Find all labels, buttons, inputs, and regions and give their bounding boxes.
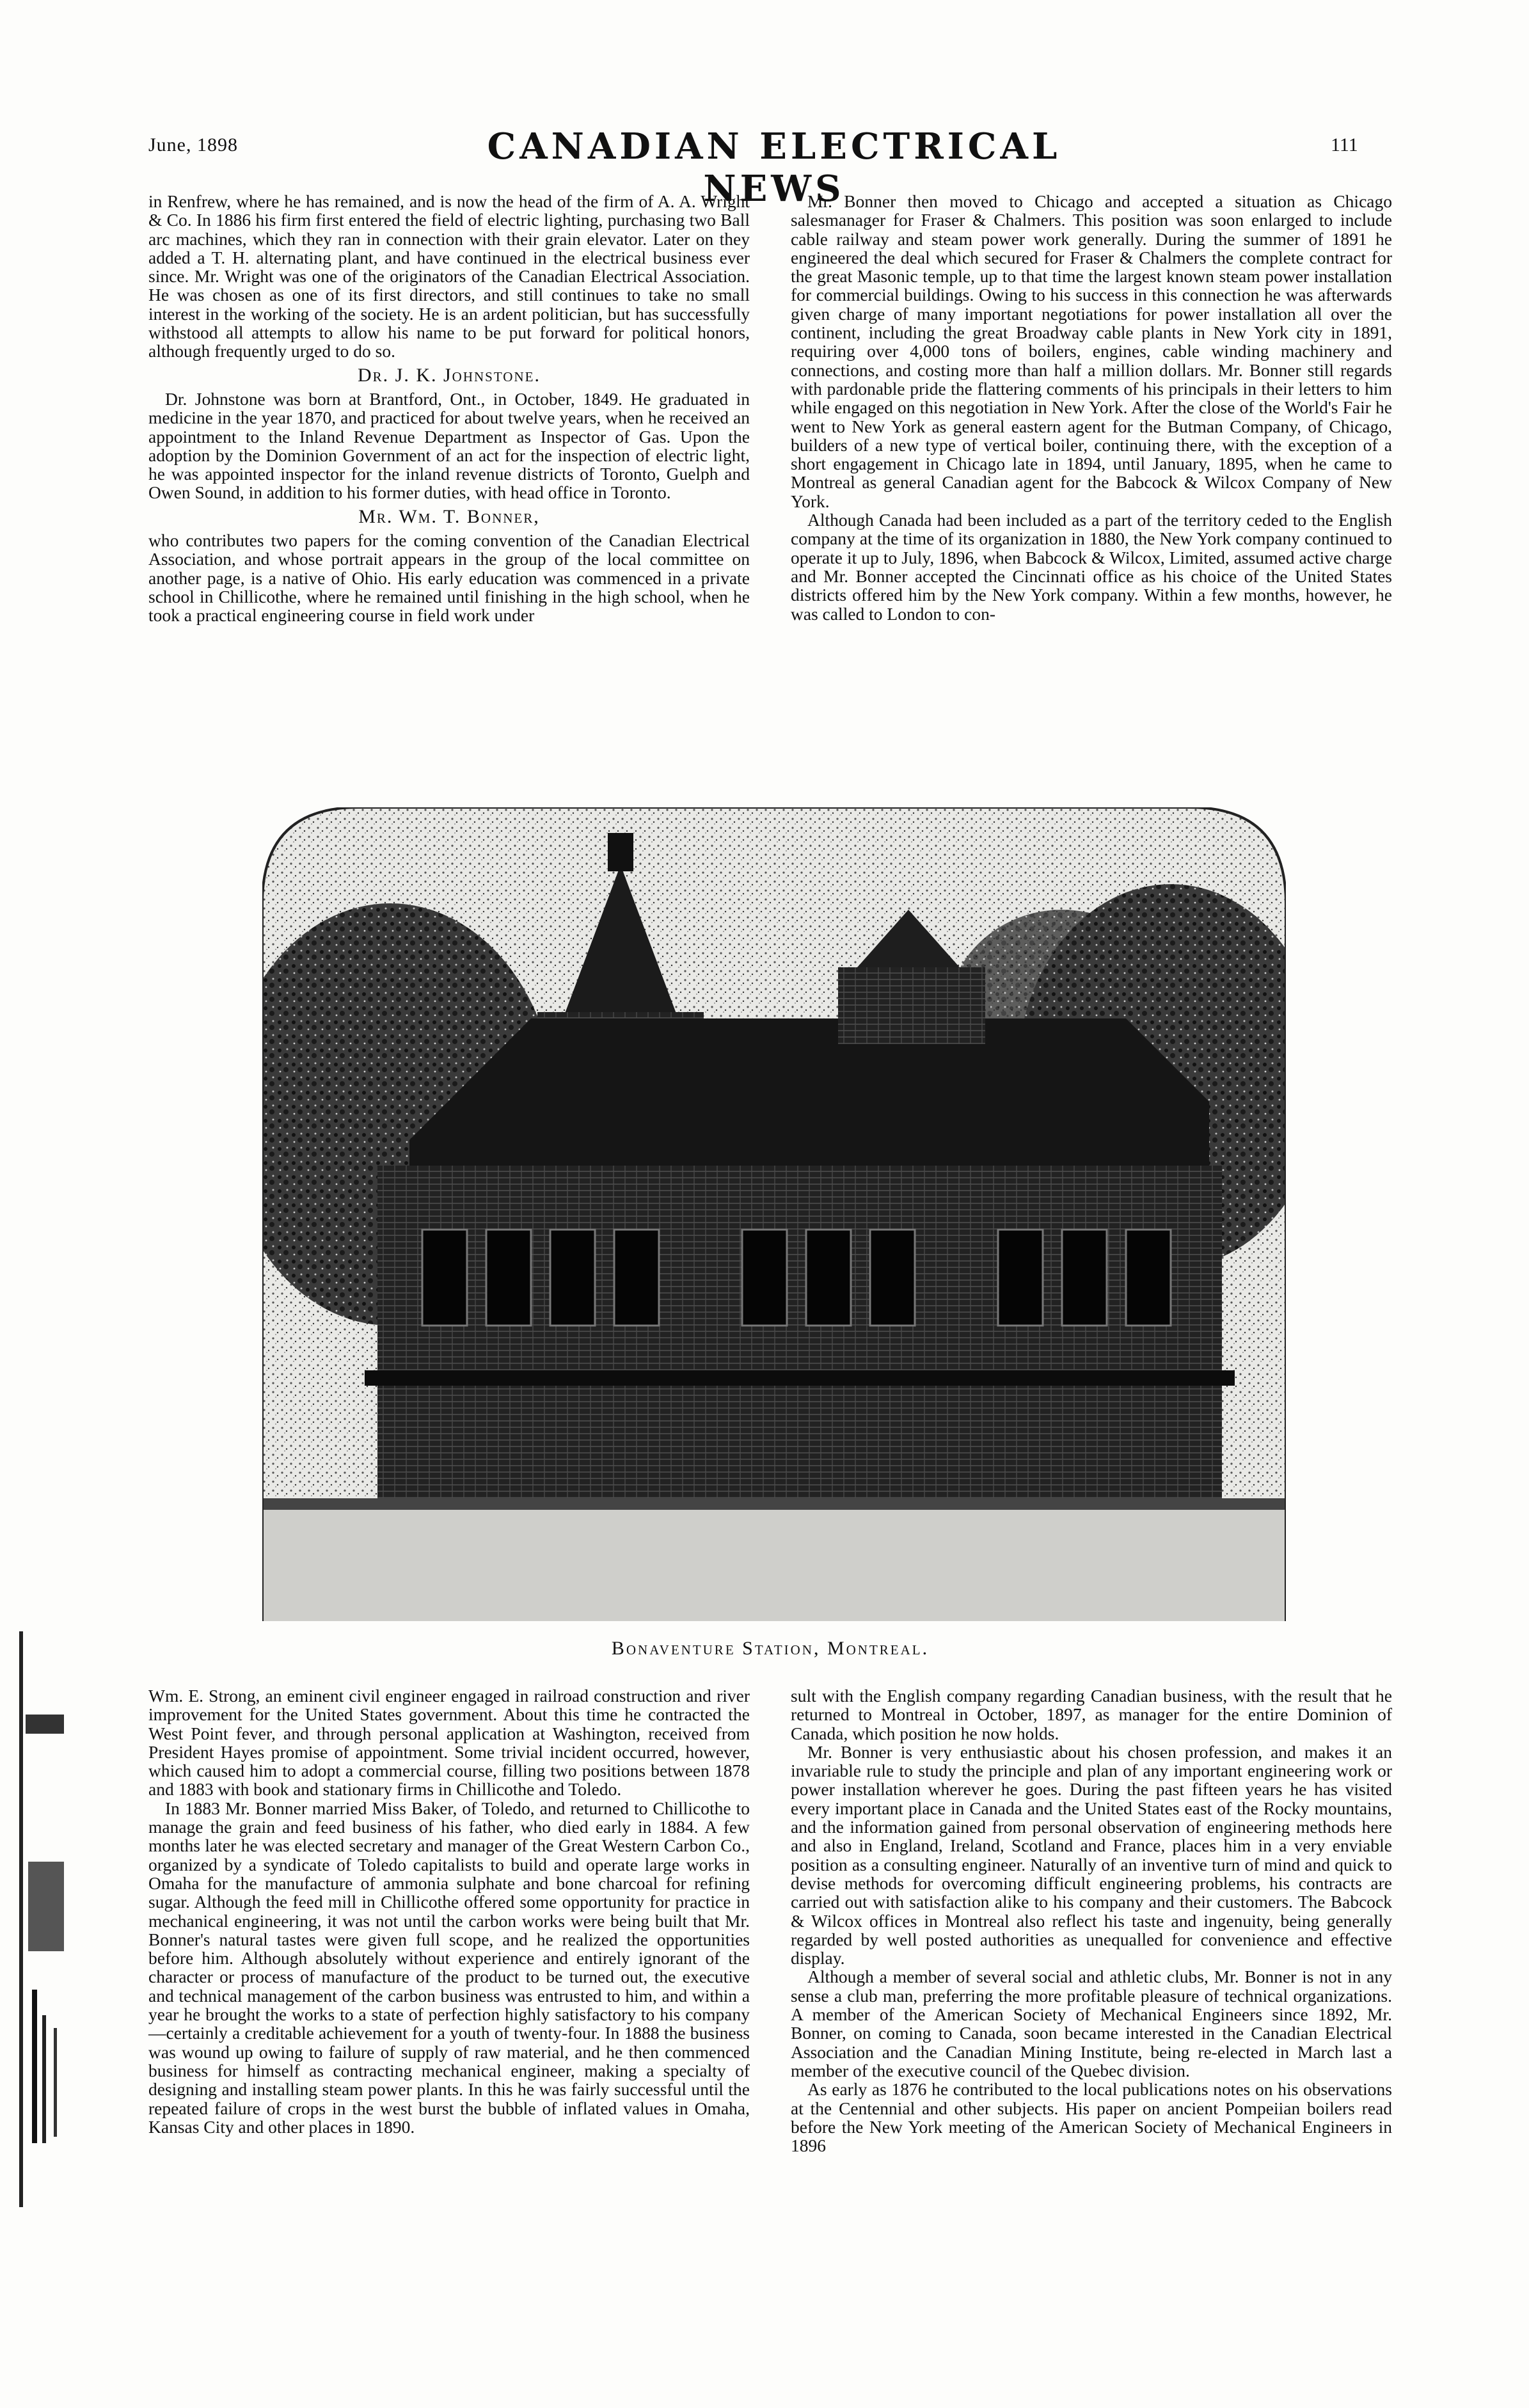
column-top-right (791, 192, 1392, 623)
section-heading-bonner: Mr. Wm. T. Bonner, (358, 505, 540, 527)
scan-edge-artifact (0, 1631, 70, 2207)
paragraph: Wm. E. Strong, an eminent civil engineer engaged in railroad construction and river improvement for the United States government. About this time he contracted the West Point fever, and through personal application at Washington, received from President Hayes promise of appointment. Some trivial incident occurred, however, which caused him to adopt a commercial course, filling two positions between 1878 and 1883 with book and stationary firms in Chillicothe and Toledo. (148, 1686, 750, 1800)
bonaventure-station-engraving (262, 807, 1286, 1621)
paragraph: As early as 1876 he contributed to the local publications notes on his observations at the Centennial and other subjects. His paper on ancient Pompeiian boilers read before the New York meeting of the American Society of Mechanical Engineers in 1896 (791, 2079, 1392, 2156)
paragraph: who contributes two papers for the coming convention of the Canadian Electrical Association, and whose portrait appears in the group of the local committee on another page, is a native of Ohio. His early education was commenced in a private school in Chillicothe, where he remained until finishing in the high school, when he took a practical engineering course in field work under (148, 530, 750, 626)
issue-date: June, 1898 (148, 134, 238, 155)
paragraph: Mr. Bonner is very enthusiastic about his chosen profession, and makes it an invariable rule to study the principle and plan of any important engineering work or power installation wherever he goes. During the past fifteen years he has visited every important place in Canada and the United States east of the Rocky mountains, and the information gained from personal observation of engineering methods here and also in England, Ireland, Scotland and France, places him in a very enviable position as a consulting engineer. Naturally of an inventive turn of mind and quick to devise methods for overcoming difficult engineering problems, his contracts are carried out with satisfaction alike to his company and their customers. The Babcock & Wilcox offices in Montreal also reflect his taste and ingenuity, being generally regarded by well posted authorities as unequalled for convenience and effective display. (791, 1741, 1392, 1968)
paragraph: sult with the English company regarding Canadian business, with the result that he returned to Montreal in October, 1897, as manager for the entire Dominion of Canada, which position he now holds. (791, 1686, 1392, 1743)
figure-caption: Bonaventure Station, Montreal. (611, 1638, 930, 1659)
masthead-title: CANADIAN ELECTRICAL NEWS (487, 125, 1061, 210)
paragraph: Although a member of several social and athletic clubs, Mr. Bonner is not in any sense a club man, preferring the more profitable pleasure of technical organizations. A member of the American Society of Mechanical Engineers since 1892, Mr. Bonner, on coming to Canada, soon became interested in the Canadian Electrical Association and the Canadian Mining Institute, being re-elected in March last a member of the executive council of the Quebec division. (791, 1967, 1392, 2080)
paragraph: In 1883 Mr. Bonner married Miss Baker, of Toledo, and returned to Chillicothe to manage the grain and feed business of his father, who died early in 1884. A few months later he was elected secretary and manager of the Great Western Carbon Co., organized by a syndicate of Toledo capitalists to build and operate large works in Omaha for the manufacture of ammonia sulphate and bone charcoal for refining sugar. Although the feed mill in Chillicothe offered some opportunity for practice in mechanical engineering, it was not until the carbon works were being built that Mr. Bonner's natural tastes were given full scope, and he realized the opportunities before him. Although absolutely without experience and entirely ignorant of the character or process of manufacture of the product to be turned out, the executive and technical management of the carbon business was entrusted to him, and within a year he brought the works to a state of perfection highly satisfactory to his company—certainly a creditable achievement for a youth of twenty-four. In 1888 the business was wound up owing to failure of supply of raw material, and he then commenced business for himself as contracting mechanical engineer, making a specialty of designing and installing steam power plants. In this he was fairly successful until the repeated failure of crops in the west burst the bubble of inflated values in Omaha, Kansas City and other places in 1890. (148, 1798, 750, 2137)
column-bottom-left (148, 1686, 750, 2136)
paragraph: Mr. Bonner then moved to Chicago and accepted a situation as Chicago salesmanager for Fraser & Chalmers. This position was soon enlarged to include cable railway and steam power work generally. During the summer of 1891 he engineered the deal which secured for Fraser & Chalmers the complete contract for the great Masonic temple, up to that time the largest known steam power installation for commercial buildings. Owing to his success in this connection he was afterwards given charge of many important negotiations for power installation all over the continent, including the great Broadway cable plants in New York city in 1891, requiring over 4,000 tons of boilers, engines, cable winding machinery and connections, and costing more than half a million dollars. Mr. Bonner still regards with pardonable pride the flattering comments of his principals in their letters to him while engaged on this negotiation in New York. After the close of the World's Fair he went to New York as general eastern agent for the Butman Company, of Chicago, builders of a new type of vertical boiler, continuing there, with the exception of a short engagement in Chicago late in 1894, until January, 1895, when he came to Montreal as general Canadian agent for the Babcock & Wilcox Company of New York. (791, 191, 1392, 511)
section-heading-johnstone: Dr. J. K. Johnstone. (358, 364, 541, 386)
paragraph: Dr. Johnstone was born at Brantford, Ont., in October, 1849. He graduated in medicine in the year 1870, and practiced for about twelve years, when he received an appointment to the Inland Revenue Department as Inspector of Gas. Upon the adoption by the Dominion Government of an act for the inspection of electric light, he was appointed inspector for the inland revenue districts of Toronto, Guelph and Owen Sound, in addition to his former duties, with head office in Toronto. (148, 388, 750, 503)
column-bottom-right (791, 1686, 1392, 2155)
paragraph: in Renfrew, where he has remained, and is now the head of the firm of A. A. Wright & Co. In 1886 his firm first entered the field of electric lighting, purchasing two Ball arc machines, which they ran in connection with their grain elevator. Later on they added a T. H. alternating plant, and have continued in the electrical business ever since. Mr. Wright was one of the originators of the Canadian Electrical Association. He was chosen as one of its first directors, and still continues to take no small interest in the working of the society. He is an ardent politician, but has successfully withstood all attempts to allow his name to be put forward for political honors, although frequently urged to do so. (148, 191, 750, 361)
page-number: 111 (1331, 134, 1358, 155)
paragraph: Although Canada had been included as a part of the territory ceded to the English company at the time of its organization in 1880, the New York company continued to operate it up to July, 1896, when Babcock & Wilcox, Limited, assumed active charge and Mr. Bonner accepted the Cincinnati office as his choice of the United States districts offered him by the New York company. Within a few months, however, he was called to London to con- (791, 510, 1392, 624)
column-top-left (148, 192, 750, 625)
